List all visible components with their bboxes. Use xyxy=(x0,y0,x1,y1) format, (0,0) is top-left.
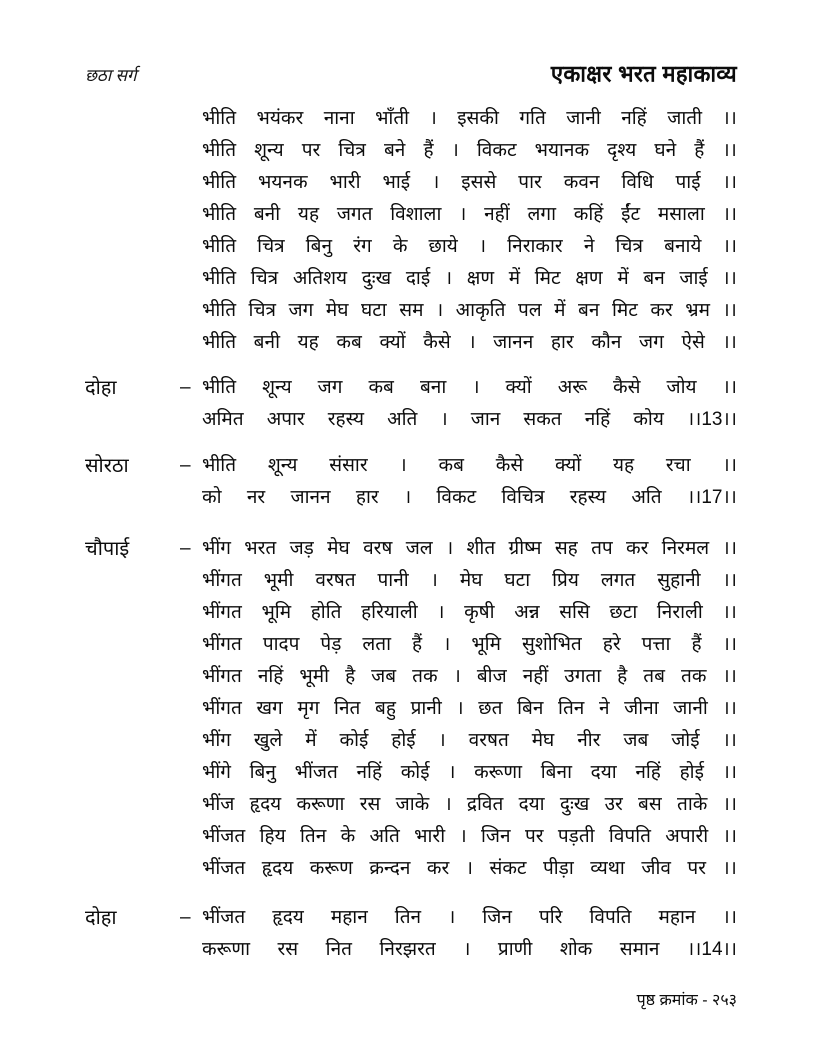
verse-block-soratha xyxy=(85,450,737,514)
verse-line: भींजत हिय तिन के अति भारी । जिन पर पड़ती विपति अपारी ।। xyxy=(202,826,737,847)
dash-separator: – xyxy=(180,538,191,559)
page-header xyxy=(85,58,737,88)
verse-line: भींग भरत जड़ मेघ वरष जल । शीत ग्रीष्म सह तप कर निरमल ।। xyxy=(202,538,737,559)
dash-separator: – xyxy=(180,455,191,476)
dash-separator: – xyxy=(180,907,191,928)
verse-block-doha xyxy=(85,372,737,436)
verse-line: भीति भयंकर नाना भाँती । इसकी गति जानी नहिं जाती ।। xyxy=(202,108,737,129)
verse-line: भींगे बिनु भींजत नहिं कोई । करूणा बिना दया नहिं होई ।। xyxy=(202,762,737,783)
verse-type-label: सोरठा xyxy=(85,455,129,477)
verse-line: को नर जानन हार । विकट विचित्र रहस्य अति ।।17।। xyxy=(202,487,737,508)
verse-block-chaupai-continued xyxy=(85,103,737,359)
verse-line: भीति चित्र जग मेघ घटा सम । आकृति पल में बन मिट कर भ्रम ।। xyxy=(202,300,737,321)
verse-line: भींगत नहिं भूमी है जब तक । बीज नहीं उगता है तब तक ।। xyxy=(202,666,737,687)
page-footer xyxy=(85,988,737,1010)
verse-blocks xyxy=(85,103,737,966)
verse-line: भीति बनी यह कब क्यों कैसे । जानन हार कौन जग ऐसे ।। xyxy=(202,332,737,353)
verse-block-chaupai xyxy=(85,533,737,885)
dash-separator: – xyxy=(180,377,191,398)
verse-line: भीति भयनक भारी भाई । इससे पार कवन विधि पाई ।। xyxy=(202,172,737,193)
chapter-title: छठा सर्ग xyxy=(85,66,137,85)
verse-line: भीति शून्य जग कब बना । क्यों अरू कैसे जोय ।। xyxy=(202,377,737,398)
verse-line: भीति शून्य संसार । कब कैसे क्यों यह रचा ।। xyxy=(202,455,737,476)
verse-line: भींज हृदय करूणा रस जाके । द्रवित दया दुःख उर बस ताके ।। xyxy=(202,794,737,815)
verse-line: भीति चित्र बिनु रंग के छाये । निराकार ने चित्र बनाये ।। xyxy=(202,236,737,257)
verse-line: भीति चित्र अतिशय दुःख दाई । क्षण में मिट क्षण में बन जाई ।। xyxy=(202,268,737,289)
verse-line: भींग खुले में कोई होई । वरषत मेघ नीर जब जोई ।। xyxy=(202,730,737,751)
verse-type-label: दोहा xyxy=(85,377,117,399)
verse-line: भीति बनी यह जगत विशाला । नहीं लगा कहिं ईंट मसाला ।। xyxy=(202,204,737,225)
verse-line: भीति शून्य पर चित्र बने हैं । विकट भयानक दृश्य घने हैं ।। xyxy=(202,140,737,161)
verse-line: भींजत हृदय महान तिन । जिन परि विपति महान ।। xyxy=(202,907,737,928)
verse-type-label: चौपाई xyxy=(85,538,130,560)
verse-line: भींगत पादप पेड़ लता हैं । भूमि सुशोभित हरे पत्ता हैं ।। xyxy=(202,634,737,655)
verse-block-doha xyxy=(85,902,737,966)
verse-line: भींगत भूमि होति हरियाली । कृषी अन्न ससि छटा निराली ।। xyxy=(202,602,737,623)
verse-line: अमित अपार रहस्य अति । जान सकत नहिं कोय ।।13।। xyxy=(202,409,737,430)
verse-type-label: दोहा xyxy=(85,907,117,929)
verse-line: करूणा रस नित निरझरत । प्राणी शोक समान ।।14।। xyxy=(202,939,737,960)
verse-line: भींजत हृदय करूण क्रन्दन कर । संकट पीड़ा व्यथा जीव पर ।। xyxy=(202,858,737,879)
verse-line: भींगत भूमी वरषत पानी । मेघ घटा प्रिय लगत सुहानी ।। xyxy=(202,570,737,591)
verse-line: भींगत खग मृग नित बहु प्रानी । छत बिन तिन ने जीना जानी ।। xyxy=(202,698,737,719)
book-title: एकाक्षर भरत महाकाव्य xyxy=(550,60,737,87)
page-number: पृष्ठ क्रमांक - २५३ xyxy=(636,992,737,1009)
